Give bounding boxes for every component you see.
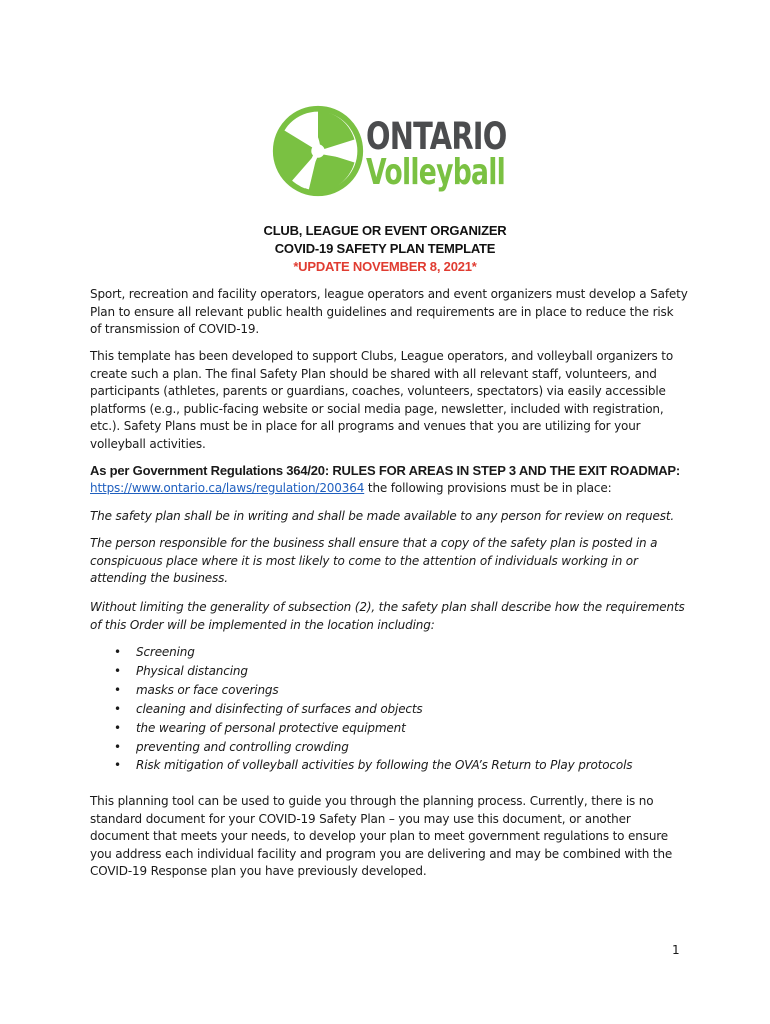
text-line: create such a plan. The final Safety Plan should be shared with all relevant staff, volunteers, and: [90, 366, 657, 381]
bullet-icon: •: [114, 758, 121, 773]
intro-paragraph: [90, 286, 690, 339]
bullet-icon: •: [114, 701, 121, 716]
page-number: 1: [672, 943, 680, 957]
list-item: [112, 719, 672, 738]
list-item: [112, 643, 672, 662]
list-item: [112, 738, 672, 757]
list-item-text: Physical distancing: [136, 663, 248, 678]
list-item: [112, 662, 672, 681]
text-line: conspicuous place where it is most likely to come to the attention of individuals working in or: [90, 553, 638, 568]
text-line: of this Order will be implemented in the location including:: [90, 617, 435, 632]
list-item-text: preventing and controlling crowding: [136, 739, 349, 754]
subsection-paragraph: [90, 599, 690, 634]
logo-word-volleyball: Volleyball: [366, 152, 506, 193]
regulation-heading: As per Government Regulations 364/20: RULES FOR AREAS IN STEP 3 AND THE EXIT ROADMAP:: [90, 463, 681, 478]
text-line: platforms (e.g., public-facing website or social media page, newsletter, included with registration,: [90, 401, 664, 416]
bullet-icon: •: [114, 720, 121, 735]
text-line: document that meets your needs, to develop your plan to meet government regulations to ensure: [90, 829, 669, 843]
regulation-link-suffix: the following provisions must be in place:: [364, 480, 612, 495]
bullet-icon: •: [114, 739, 121, 754]
template-paragraph: [90, 348, 690, 453]
posting-requirement-paragraph: [90, 535, 690, 588]
text-line: of transmission of COVID-19.: [90, 322, 260, 336]
title-line-1: CLUB, LEAGUE OR EVENT ORGANIZER: [263, 223, 507, 238]
requirements-list: [112, 643, 672, 775]
list-item-text: cleaning and disinfecting of surfaces and objects: [136, 701, 423, 716]
text-line: Plan to ensure all relevant public health guidelines and requirements are in place to reduce the risk: [90, 304, 674, 319]
bullet-icon: •: [114, 682, 121, 697]
text-line: COVID-19 Response plan you have previously developed.: [90, 864, 427, 878]
bullet-icon: •: [114, 645, 121, 659]
safety-plan-writing-paragraph: [90, 508, 690, 526]
text-line: This planning tool can be used to guide you through the planning process. Currently, there is no: [90, 794, 654, 808]
list-item-text: masks or face coverings: [136, 682, 279, 697]
regulation-paragraph: [90, 462, 690, 497]
list-item-text: the wearing of personal protective equipment: [136, 720, 406, 735]
volleyball-logo-icon: [270, 103, 366, 199]
logo-word-ontario: ONTARIO: [366, 115, 507, 158]
bullet-icon: •: [114, 663, 121, 678]
update-date: *UPDATE NOVEMBER 8, 2021*: [293, 259, 477, 274]
text-line: The safety plan shall be in writing and shall be made available to any person for review on request.: [90, 509, 675, 523]
list-item-text: Screening: [136, 645, 195, 659]
text-line: standard document for your COVID-19 Safety Plan – you may use this document, or another: [90, 811, 631, 826]
planning-paragraph: [90, 793, 690, 881]
text-line: attending the business.: [90, 571, 228, 585]
title-line-2: COVID-19 SAFETY PLAN TEMPLATE: [274, 241, 496, 256]
text-line: you address each individual facility and program you are delivering and may be combined with the: [90, 846, 673, 861]
text-line: Sport, recreation and facility operators, league operators and event organizers must develop a Safety: [90, 287, 688, 301]
ontario-volleyball-logo: [270, 103, 510, 203]
text-line: The person responsible for the business shall ensure that a copy of the safety plan is posted in a: [90, 536, 658, 550]
text-line: etc.). Safety Plans must be in place for all programs and venues that you are utilizing for your: [90, 419, 641, 433]
regulation-link[interactable]: https://www.ontario.ca/laws/regulation/200364: [90, 480, 365, 495]
list-item: [112, 681, 672, 700]
text-line: participants (athletes, parents or guardians, coaches, volunteers, spectators) via easily accessible: [90, 384, 666, 398]
list-item-text: Risk mitigation of volleyball activities by following the OVA’s Return to Play protocols: [136, 758, 633, 773]
text-line: volleyball activities.: [90, 436, 206, 451]
text-line: Without limiting the generality of subsection (2), the safety plan shall describe how the requirements: [90, 600, 685, 614]
text-line: This template has been developed to support Clubs, League operators, and volleyball organizers to: [90, 349, 674, 363]
list-item: [112, 700, 672, 719]
list-item: [112, 756, 672, 775]
regulation-link-line: [90, 480, 690, 498]
